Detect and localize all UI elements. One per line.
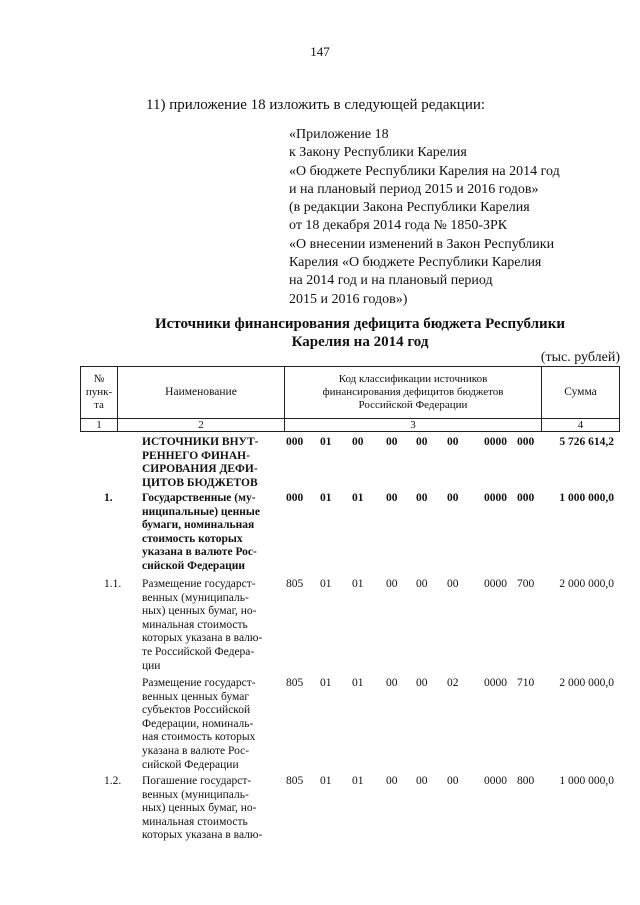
- header-index-2: 2: [117, 418, 285, 432]
- row-code-part: 00: [386, 677, 398, 689]
- title-line-2: Карелия на 2014 год: [291, 334, 429, 350]
- row-code-part: 0000: [484, 492, 507, 504]
- appendix-line: «О внесении изменений в Закон Республики: [289, 236, 555, 252]
- row-name-line: те Российской Федера-: [142, 645, 255, 658]
- row-name-line: ных) ценных бумаг, но-: [142, 802, 257, 815]
- row-name-line: которых указана в валю-: [142, 632, 263, 645]
- table-header: [80, 366, 620, 436]
- row-sum: 5 726 614,2: [559, 436, 614, 448]
- row-code-part: 01: [352, 677, 364, 689]
- row-name-line: субъектов Российской: [142, 704, 251, 717]
- appendix-line: «Приложение 18: [289, 127, 389, 142]
- row-code-part: 00: [386, 578, 398, 590]
- row-name-line: ниципальные) ценные: [142, 505, 260, 518]
- row-code-part: 01: [320, 436, 332, 448]
- units-label: (тыс. рублей): [540, 350, 620, 365]
- row-name: [142, 775, 282, 843]
- row-name-line: венных (муниципаль-: [142, 788, 249, 801]
- row-name-line: ции: [142, 659, 161, 672]
- row-sum: 2 000 000,0: [559, 677, 614, 689]
- row-sum: 1 000 000,0: [559, 775, 614, 787]
- row-code-part: 000: [517, 436, 535, 448]
- row-code-part: 00: [416, 775, 428, 787]
- row-name-line: минальная стоимость: [142, 815, 248, 828]
- row-code-part: 01: [320, 578, 332, 590]
- row-code-part: 00: [352, 436, 364, 448]
- row-code-part: 01: [352, 578, 364, 590]
- appendix-line: 2015 и 2016 годов»): [289, 291, 408, 307]
- row-code-part: 710: [517, 677, 535, 689]
- row-code-part: 000: [517, 492, 535, 504]
- row-sum: 2 000 000,0: [559, 578, 614, 590]
- row-code-part: 01: [320, 492, 332, 504]
- document-title: [80, 315, 640, 351]
- row-name-line: Погашение государст-: [142, 775, 252, 787]
- row-code-part: 0000: [484, 578, 507, 590]
- row-code-part: 00: [447, 436, 459, 448]
- row-name-line: СИРОВАНИЯ ДЕФИ-: [142, 463, 258, 476]
- row-sum: 1 000 000,0: [559, 492, 614, 504]
- row-name-line: Федерации, номиналь-: [142, 717, 254, 730]
- title-line-1: Источники финансирования дефицита бюджета Республики: [155, 316, 565, 332]
- row-name-line: сийской Федерации: [142, 758, 239, 771]
- row-code-part: 0000: [484, 436, 507, 448]
- row-name-line: указана в валюте Рос-: [142, 546, 257, 559]
- row-code-part: 805: [286, 677, 304, 689]
- intro-text: 11) приложение 18 изложить в следующей редакции:: [146, 97, 486, 113]
- header-index-3: 3: [284, 418, 542, 432]
- row-code-part: 00: [386, 492, 398, 504]
- row-name: [142, 578, 282, 673]
- row-code-part: 00: [416, 578, 428, 590]
- row-name: [142, 436, 282, 490]
- row-code-part: 000: [286, 492, 304, 504]
- row-code-part: 800: [517, 775, 535, 787]
- appendix-line: к Закону Республики Карелия: [289, 145, 467, 161]
- row-code-part: 00: [447, 578, 459, 590]
- row-code-part: 00: [386, 436, 398, 448]
- row-number: 1.2.: [104, 775, 122, 787]
- row-code-part: 000: [286, 436, 304, 448]
- header-name: Наименование: [117, 366, 285, 419]
- row-code-part: 700: [517, 578, 535, 590]
- row-name-line: указана в валюте Рос-: [142, 744, 250, 757]
- row-name: [142, 677, 282, 772]
- row-name-line: венных ценных бумаг: [142, 690, 250, 703]
- row-name-line: Размещение государст-: [142, 677, 256, 689]
- header-index-1: 1: [80, 418, 118, 432]
- row-code-part: 0000: [484, 775, 507, 787]
- row-name-line: стоимость которых: [142, 532, 243, 545]
- appendix-line: (в редакции Закона Республики Карелия: [289, 200, 530, 216]
- page-number: 147: [310, 44, 330, 59]
- row-code-part: 00: [416, 436, 428, 448]
- row-name-line: минальная стоимость: [142, 618, 248, 631]
- row-code-part: 00: [386, 775, 398, 787]
- header-sum: Сумма: [541, 366, 620, 419]
- appendix-line: «О бюджете Республики Карелия на 2014 год: [289, 163, 560, 179]
- row-name-line: сийской Федерации: [142, 559, 245, 572]
- appendix-line: и на плановый период 2015 и 2016 годов»: [289, 181, 539, 197]
- row-code-part: 00: [447, 492, 459, 504]
- row-name-line: ИСТОЧНИКИ ВНУТ-: [142, 436, 259, 448]
- row-number: 1.: [104, 492, 113, 504]
- appendix-line: на 2014 год и на плановый период: [289, 273, 493, 289]
- appendix-line: от 18 декабря 2014 года № 1850-ЗРК: [289, 218, 508, 234]
- appendix-heading: [289, 126, 560, 309]
- row-code-part: 01: [352, 775, 364, 787]
- row-code-part: 01: [352, 492, 364, 504]
- row-name: [142, 492, 282, 574]
- row-code-part: 0000: [484, 677, 507, 689]
- header-index-4: 4: [541, 418, 620, 432]
- row-code-part: 805: [286, 775, 304, 787]
- row-code-part: 00: [447, 775, 459, 787]
- row-name-line: бумаги, номинальная: [142, 519, 255, 532]
- row-name-line: Размещение государст-: [142, 578, 256, 590]
- header-num: № пунк-та: [80, 366, 118, 419]
- row-name-line: которых указана в валю-: [142, 829, 263, 842]
- row-code-part: 805: [286, 578, 304, 590]
- row-name-line: ЦИТОВ БЮДЖЕТОВ: [142, 476, 258, 489]
- appendix-line: Карелия «О бюджете Республики Карелия: [289, 255, 542, 271]
- row-name-line: ная стоимость которых: [142, 731, 256, 744]
- row-code-part: 02: [447, 677, 459, 689]
- row-name-line: венных (муниципаль-: [142, 591, 249, 604]
- row-number: 1.1.: [104, 578, 122, 590]
- header-code: Код классификации источников финансирования дефицитов бюджетов Российской Федерации: [284, 366, 542, 419]
- row-code-part: 00: [416, 492, 428, 504]
- row-name-line: Государственные (му-: [142, 492, 256, 504]
- row-code-part: 00: [416, 677, 428, 689]
- row-code-part: 01: [320, 677, 332, 689]
- row-name-line: ных) ценных бумаг, но-: [142, 605, 257, 618]
- row-code-part: 01: [320, 775, 332, 787]
- row-name-line: РЕННЕГО ФИНАН-: [142, 449, 250, 462]
